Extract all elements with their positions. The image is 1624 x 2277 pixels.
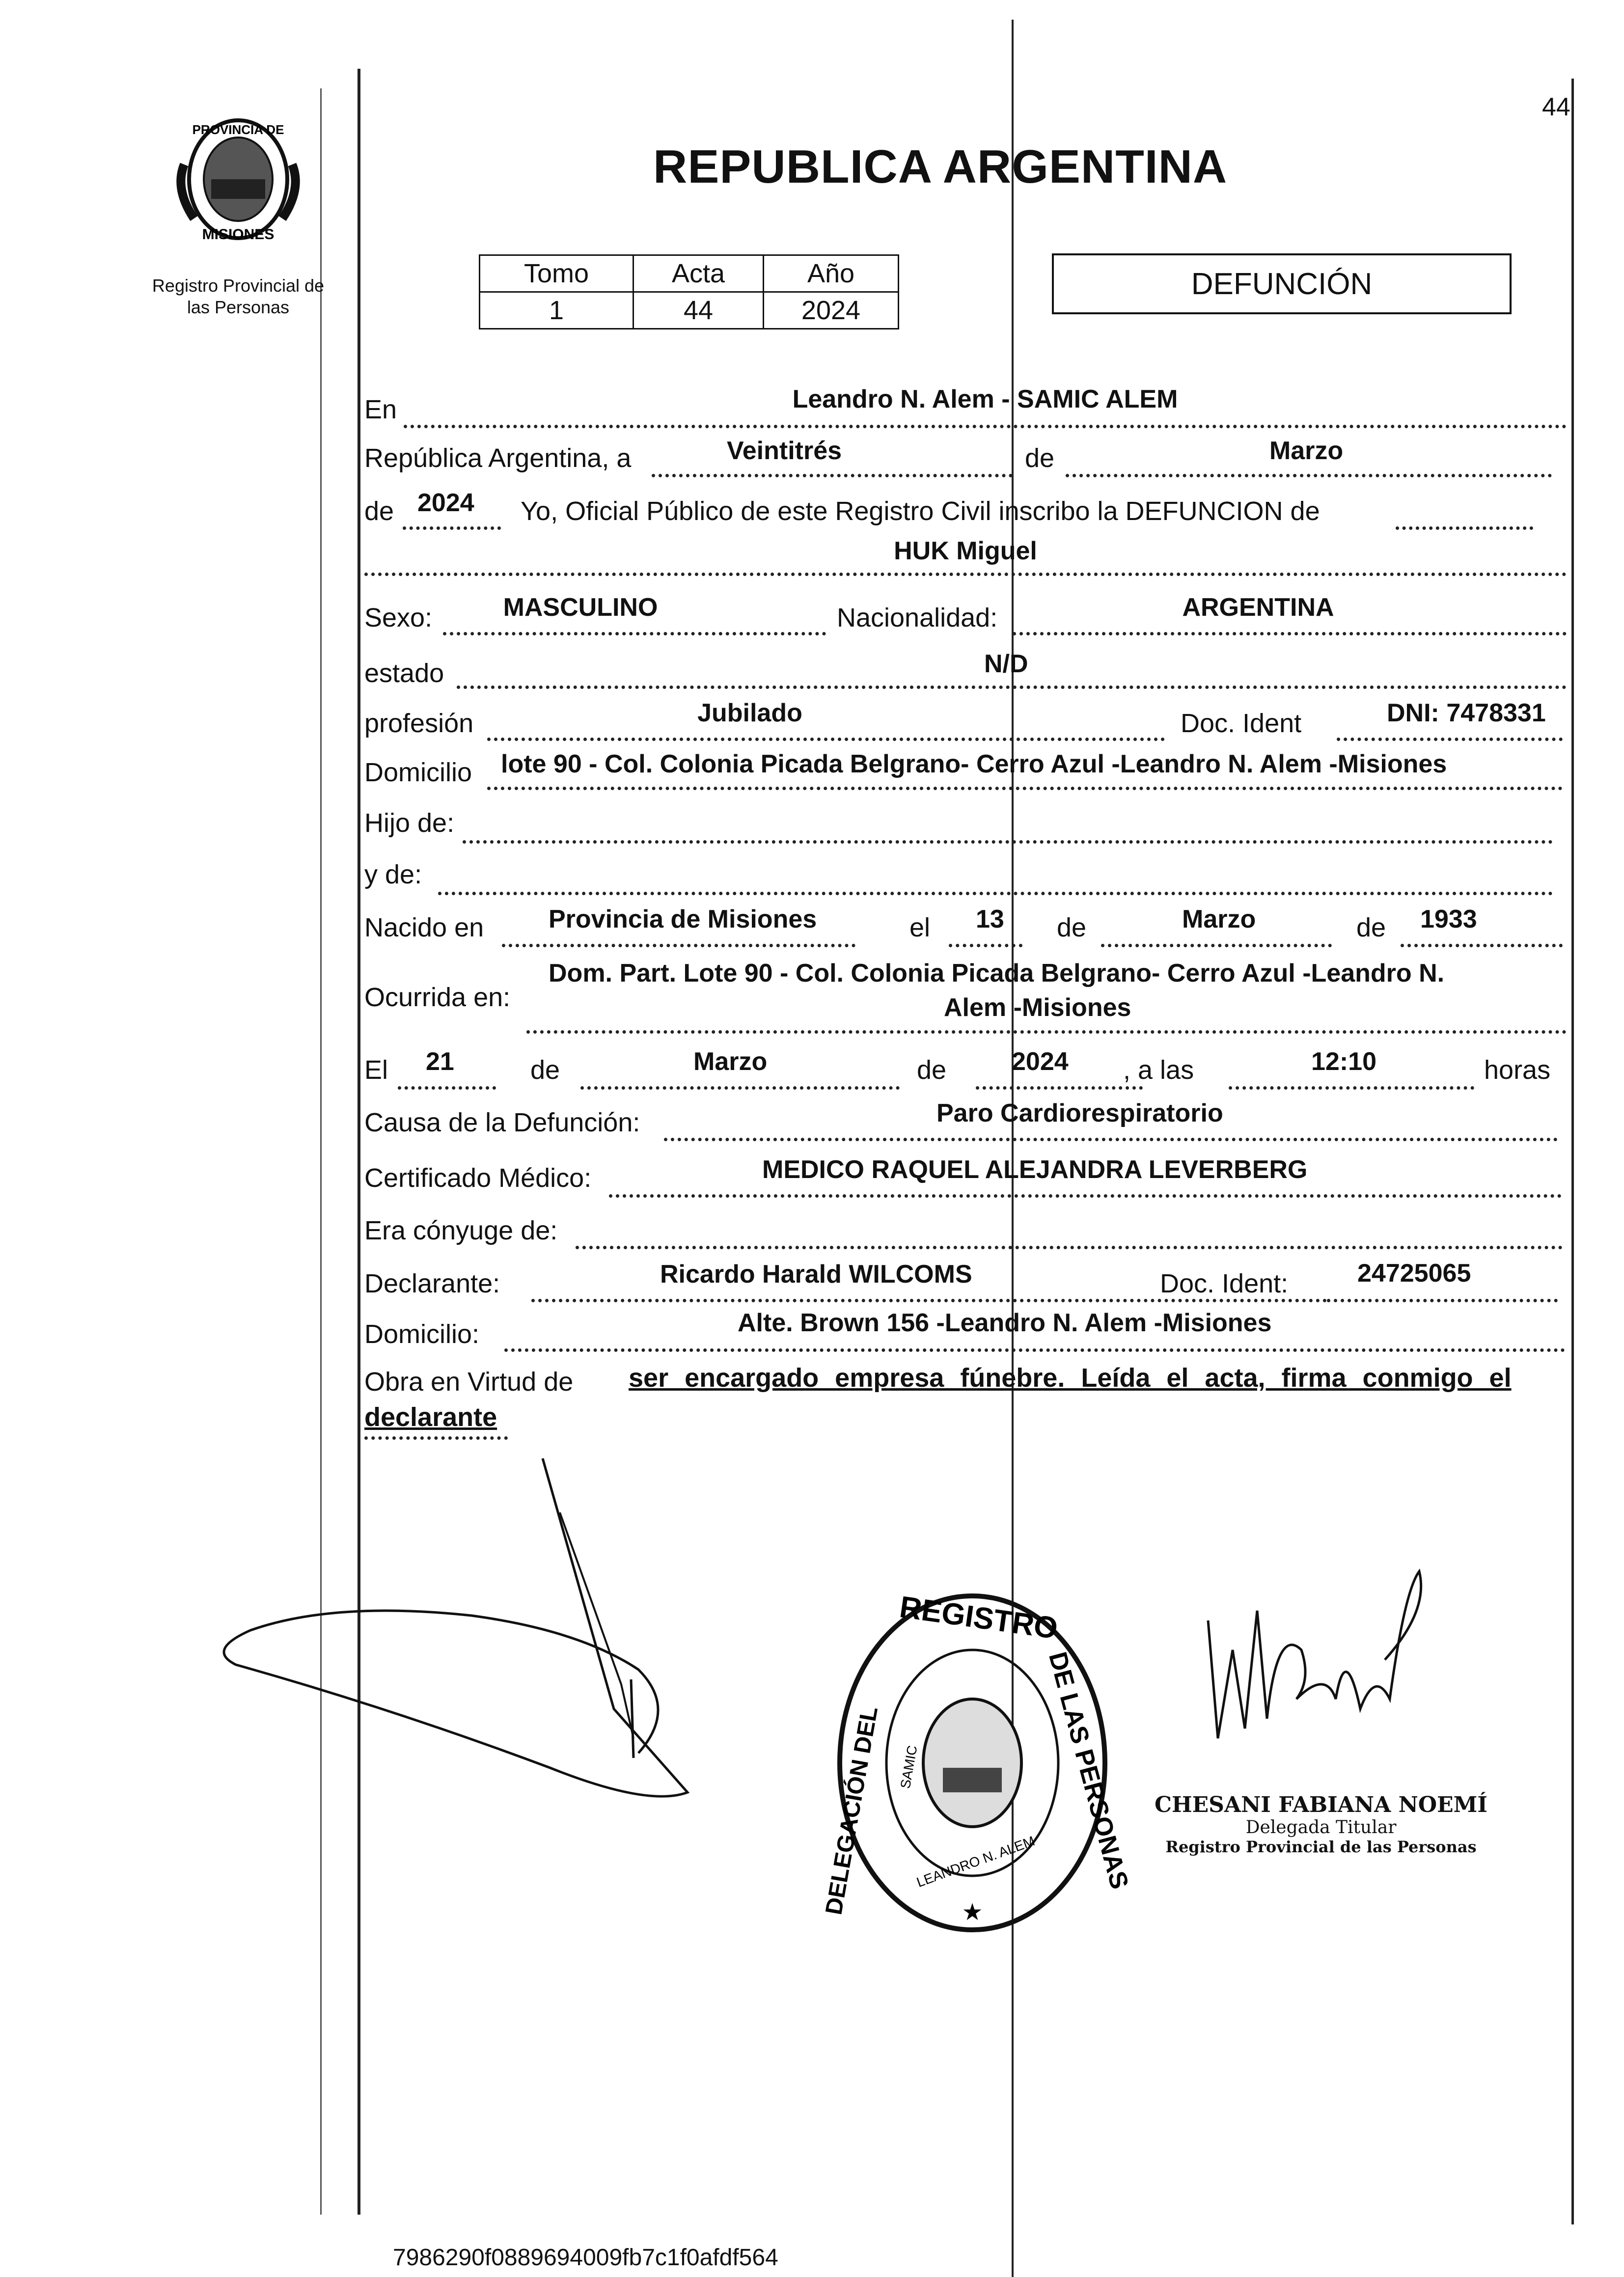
decl-doc-value: 24725065 [1357,1259,1471,1288]
oficial-text: Yo, Oficial Público de este Registro Civil inscribo la DEFUNCION de [521,496,1320,526]
def-el-label: El [364,1055,388,1085]
nac-dia-value: 13 [976,905,1004,933]
yde-fill-line [438,862,1553,895]
row-nombre [364,535,1567,582]
record-table [479,254,899,329]
officer-signature-block [1134,1792,1508,1856]
officer-signature [1198,1552,1473,1768]
decl-doc-label: Doc. Ident: [1160,1269,1289,1298]
record-table-value-row [480,292,899,329]
officer-registry: Registro Provincial de las Personas [1165,1838,1477,1856]
hijo-label: Hijo de: [364,808,455,838]
row-fecha-defuncion [364,1041,1567,1088]
certificado-value: MEDICO RAQUEL ALEJANDRA LEVERBERG [762,1155,1308,1184]
stamp-outer-top: REGISTRO [897,1590,1060,1646]
row-oficial [364,481,1567,528]
profesion-value: Jubilado [697,699,802,727]
stamp-inner-left: SAMIC [897,1744,920,1790]
nac-ano-value: 1933 [1420,905,1477,933]
ocurrida-label: Ocurrida en: [364,983,511,1012]
en-label: En [364,395,397,424]
registry-name-line2: las Personas [187,297,290,317]
sexo-value: MASCULINO [503,593,658,622]
doc-value: DNI: 7478331 [1387,699,1546,727]
nacionalidad-label: Nacionalidad: [837,603,998,632]
small-seal-top-text: PROVINCIA DE [192,122,284,137]
nacido-value: Provincia de Misiones [549,905,817,933]
acta-value: 44 [633,292,764,329]
provincial-seal-logo [165,106,312,253]
ano-value: 2024 [764,292,899,329]
ano-value: 2024 [417,489,474,517]
acta-header: Acta [633,255,764,292]
stamp-outer-right: DE LAS PERSONAS [1043,1649,1134,1893]
def-dia-value: 21 [426,1047,454,1076]
row-hijo [364,793,1567,840]
nac-de1-label: de [1057,913,1087,942]
row-yde [364,845,1567,892]
republica-label: República Argentina, a [364,443,632,473]
row-causa [364,1093,1567,1140]
registry-name [133,275,344,318]
nac-de2-label: de [1356,913,1386,942]
row-declarante-domicilio [364,1301,1567,1348]
en-value: Leandro N. Alem - SAMIC ALEM [792,385,1178,413]
registry-name-line1: Registro Provincial de [152,275,325,296]
row-en [364,381,1567,428]
def-de2-label: de [917,1055,947,1085]
domicilio-label: Domicilio [364,758,472,787]
row-domicilio [364,741,1567,789]
def-de1-label: de [530,1055,560,1085]
domicilio-value: lote 90 - Col. Colonia Picada Belgrano- Cerro Azul -Leandro N. Alem -Misiones [501,750,1447,778]
mes-value: Marzo [1269,437,1344,465]
act-type-label: DEFUNCIÓN [1191,267,1373,301]
ano-prefix-label: de [364,496,394,526]
obra-label: Obra en Virtud de [364,1367,574,1397]
row-nacido [364,894,1567,941]
page-title: REPUBLICA ARGENTINA [653,140,1228,193]
nacionalidad-value: ARGENTINA [1182,593,1334,622]
tomo-header: Tomo [480,255,633,292]
dia-value: Veintitrés [726,437,842,465]
declarant-signature [206,1454,845,1895]
nombre-value: HUK Miguel [894,537,1037,565]
causa-value: Paro Cardiorespiratorio [936,1099,1223,1127]
act-type-box [1052,253,1512,314]
row-conyuge [364,1201,1567,1248]
nacido-label: Nacido en [364,913,484,942]
estado-value: N/D [984,650,1028,678]
row-ocurrida [364,958,1567,1036]
row-sexo [364,587,1567,634]
nacido-el-label: el [909,913,931,942]
doc-ident-label: Doc. Ident [1181,709,1302,738]
row-estado [364,643,1567,690]
conyuge-label: Era cónyuge de: [364,1216,558,1245]
ocurrida-line1: Dom. Part. Lote 90 - Col. Colonia Picada Belgrano- Cerro Azul -Leandro N. [549,959,1445,988]
sexo-label: Sexo: [364,603,433,632]
nac-mes-value: Marzo [1182,905,1256,933]
estado-label: estado [364,658,444,688]
officer-role: Delegada Titular [1245,1817,1397,1838]
def-ano-value: 2024 [1012,1047,1069,1076]
oficial-fill-line [1396,497,1533,530]
conyuge-fill-line [576,1216,1563,1249]
hijo-fill-line [463,811,1553,844]
record-table-header-row [480,255,899,292]
row-certificado [364,1149,1567,1196]
decl-domicilio-value: Alte. Brown 156 -Leandro N. Alem -Misiones [738,1309,1272,1337]
horas-label: horas [1484,1055,1551,1085]
hora-value: 12:10 [1311,1047,1376,1076]
fecha-de-label: de [1025,443,1055,473]
row-republica [364,432,1567,479]
obra-fill-line [364,1407,508,1440]
row-profesion [364,692,1567,740]
ano-header: Año [764,255,899,292]
row-obra [364,1353,1567,1436]
small-seal-bottom-text: MISIONES [202,226,275,243]
row-declarante [364,1250,1567,1297]
ocurrida-line2: Alem -Misiones [944,993,1131,1022]
stamp-star: ★ [962,1898,983,1926]
alas-label: , a las [1123,1055,1194,1085]
yde-label: y de: [364,860,422,889]
obra-value: ser encargado empresa fúnebre. Leída el acta, firma conmigo el [629,1363,1512,1393]
obra-value-line2: declarante [364,1402,497,1432]
declarante-label: Declarante: [364,1269,500,1298]
officer-name: CHESANI FABIANA NOEMÍ [1155,1792,1487,1817]
causa-label: Causa de la Defunción: [364,1108,640,1137]
official-round-stamp [821,1581,1134,1945]
tomo-value: 1 [480,292,633,329]
certificado-label: Certificado Médico: [364,1163,592,1193]
document-hash: 7986290f0889694009fb7c1f0afdf564 [393,2245,778,2271]
declarante-value: Ricardo Harald WILCOMS [660,1260,972,1289]
right-margin-line [1571,79,1574,2224]
def-mes-value: Marzo [693,1047,768,1076]
profesion-label: profesión [364,709,474,738]
stamp-inner-bottom: LEANDRO N. ALEM [914,1833,1037,1891]
page-number: 44 [1542,93,1570,121]
decl-domicilio-label: Domicilio: [364,1319,480,1349]
stamp-outer-left: DELEGACIÓN DEL [821,1704,883,1917]
left-margin-line-thin [320,88,322,2215]
